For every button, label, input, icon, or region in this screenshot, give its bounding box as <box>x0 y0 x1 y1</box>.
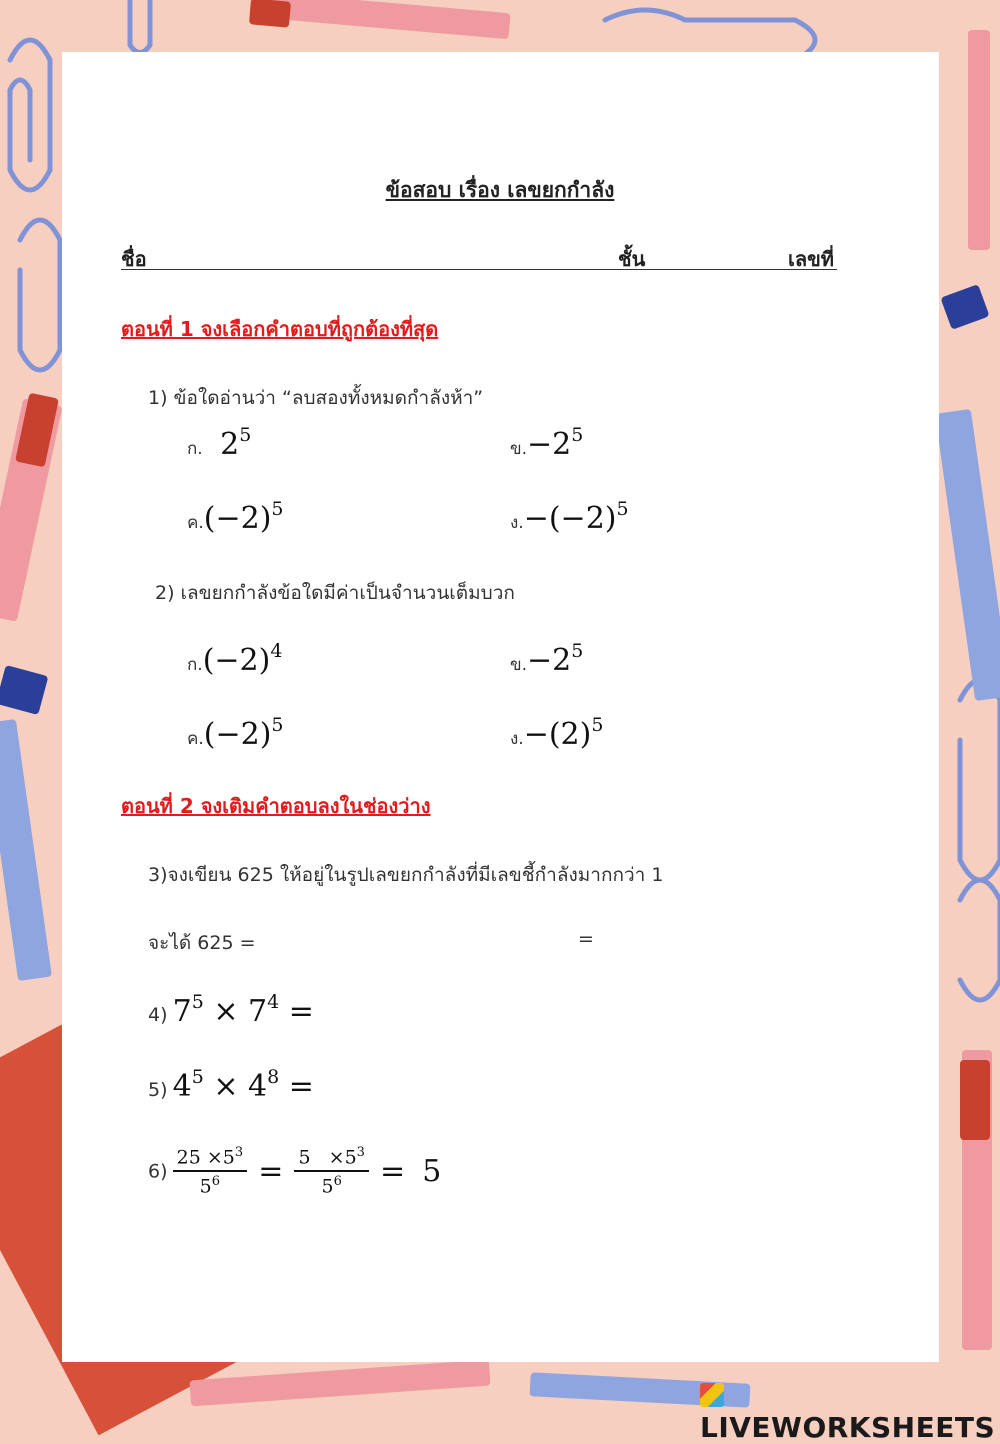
question-3: 3)จงเขียน 625 ให้อยู่ในรูปเลขยกกำลังที่มีเลขชี้กำลังมากกว่า 1 <box>148 864 664 886</box>
q2-option-c[interactable] <box>187 716 284 752</box>
question-2: 2) เลขยกกำลังข้อใดมีค่าเป็นจำนวนเต็มบวก <box>155 582 515 604</box>
equals-sign: = <box>578 928 594 950</box>
answer-blank-q4[interactable] <box>330 995 810 1031</box>
answer-blank-625-power[interactable] <box>262 920 567 950</box>
q2-option-a[interactable] <box>187 642 282 678</box>
class-label: ชั้น <box>618 247 646 271</box>
option-key: ค. <box>187 513 204 533</box>
pencil-decoration <box>968 30 990 250</box>
name-label: ชื่อ <box>121 247 147 271</box>
answer-blank-q5[interactable] <box>330 1070 810 1106</box>
question-number: 6) <box>148 1160 168 1183</box>
question-number: 4) <box>148 1004 168 1026</box>
pencil-decoration <box>249 0 291 28</box>
option-key: ข. <box>510 439 528 459</box>
q1-option-d[interactable] <box>510 500 629 536</box>
equals-sign: = <box>258 1153 284 1189</box>
liveworksheets-logo: LIVEWORKSHEETS <box>700 1378 1000 1444</box>
question-1: 1) ข้อใดอ่านว่า “ลบสองทั้งหมดกำลังห้า” <box>148 387 484 409</box>
section-heading-part1: ตอนที่ 1 จงเลือกคำตอบที่ถูกต้องที่สุด <box>121 317 439 341</box>
option-math: $-(2)^5$ <box>523 714 604 752</box>
question-4 <box>148 993 314 1029</box>
student-info-row <box>121 243 837 270</box>
q1-option-b[interactable] <box>510 426 583 462</box>
logo-icon <box>700 1383 724 1407</box>
option-key: ก. <box>187 439 203 459</box>
fraction-1: $\frac{25 \times 5^3}{5^6}$ <box>173 1145 248 1198</box>
option-math: $-2^5$ <box>527 424 584 462</box>
q2-option-b[interactable] <box>510 642 583 678</box>
question-number: 5) <box>148 1079 168 1101</box>
option-key: ก. <box>187 655 203 675</box>
question-3-answer-prefix: จะได้ 625 = <box>148 932 256 954</box>
option-math: $-(-2)^5$ <box>523 498 629 536</box>
number-label: เลขที่ <box>788 247 834 271</box>
fraction-2: $\frac{5 \times 5^3}{5^6}$ <box>294 1145 369 1198</box>
option-math: $-2^5$ <box>527 640 584 678</box>
q1-option-a[interactable] <box>187 426 251 462</box>
equals-sign: = <box>380 1153 406 1189</box>
q2-option-d[interactable] <box>510 716 603 752</box>
page-title: ข้อสอบ เรื่อง เลขยกกำลัง <box>385 178 615 202</box>
option-math: $2^5$ <box>220 424 252 462</box>
equation: $7^5 \times 7^4$ = <box>172 991 314 1029</box>
q1-option-c[interactable] <box>187 500 284 536</box>
pencil-decoration <box>960 1060 990 1140</box>
answer-value[interactable]: 5 <box>422 1153 442 1189</box>
option-math: $(-2)^5$ <box>203 498 284 536</box>
option-key: ข. <box>510 655 528 675</box>
question-5 <box>148 1068 314 1104</box>
section-heading-part2: ตอนที่ 2 จงเติมคำตอบลงในช่องว่าง <box>121 794 431 818</box>
question-6 <box>148 1145 441 1198</box>
option-key: ค. <box>187 729 204 749</box>
answer-blank-625-value[interactable] <box>600 920 830 950</box>
option-math: $(-2)^4$ <box>202 640 283 678</box>
option-key: ง. <box>510 513 524 533</box>
option-math: $(-2)^5$ <box>203 714 284 752</box>
option-key: ง. <box>510 729 524 749</box>
equation: $4^5 \times 4^8$ = <box>172 1066 314 1104</box>
